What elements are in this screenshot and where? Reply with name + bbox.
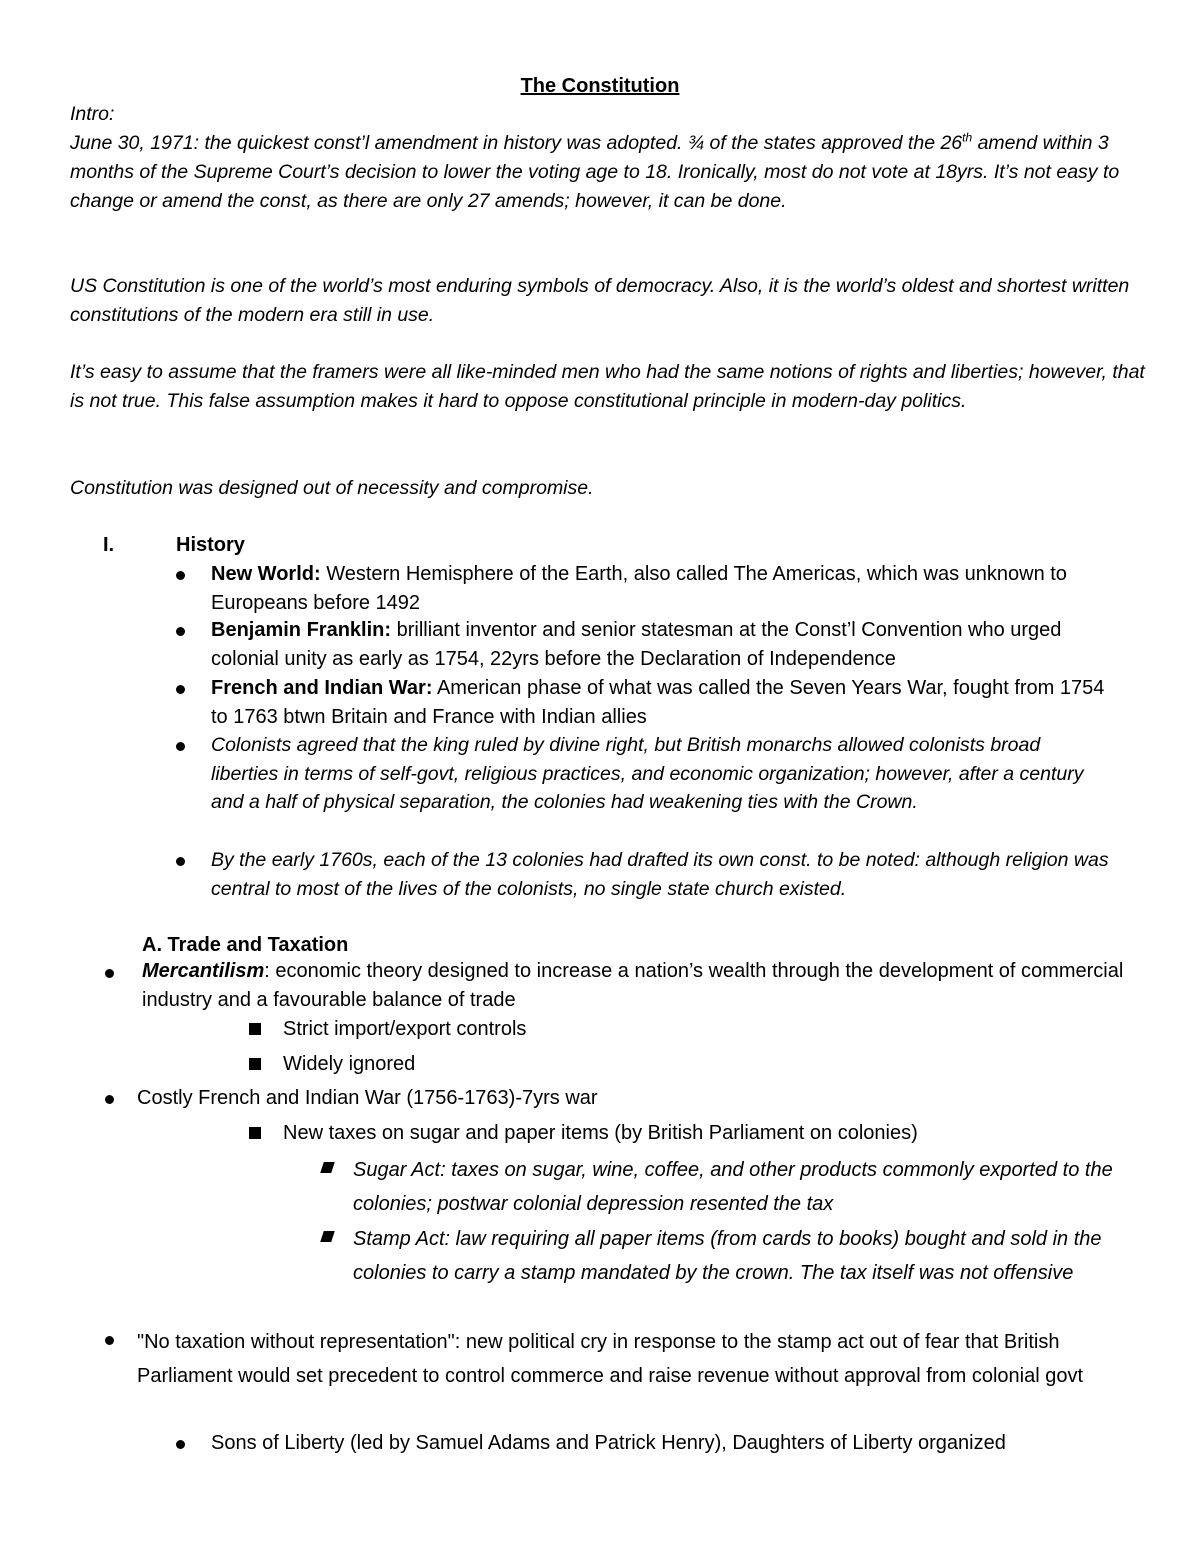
list-item-benjamin-franklin: Benjamin Franklin: brilliant inventor and senior statesman at the Const’l Convention who urged colonial unity as early as 1754, 22yrs before the Declaration of Independence <box>211 619 1062 670</box>
slanted-square-bullet-icon <box>320 1231 335 1242</box>
list-item-new-taxes: New taxes on sugar and paper items (by British Parliament on colonies) <box>283 1122 918 1144</box>
list-item-colonial-constitutions: By the early 1760s, each of the 13 colonies had drafted its own const. to be noted: although religion was central to most of the lives of the colonists, no single state church existed. <box>211 849 1109 900</box>
bullet-icon <box>176 1440 185 1449</box>
bullet-icon <box>176 627 185 636</box>
bullet-icon <box>176 571 185 580</box>
intro-paragraph-4: Constitution was designed out of necessity and compromise. <box>70 477 594 499</box>
bullet-icon <box>176 685 185 694</box>
subsection-heading-trade: A. Trade and Taxation <box>142 934 349 956</box>
intro-paragraph-1-a: June 30, 1971: the quickest const’l amendment in history was adopted. ¾ of the states approved the 26 <box>70 132 963 154</box>
list-item-costly-war: Costly French and Indian War (1756-1763)-7yrs war <box>137 1087 598 1109</box>
list-item-no-taxation: "No taxation without representation": new political cry in response to the stamp act out of fear that British Parliament would set precedent to control commerce and raise revenue without approval from colonial govt <box>137 1331 1084 1387</box>
slanted-square-bullet-icon <box>320 1162 335 1173</box>
intro-paragraph-3: It’s easy to assume that the framers were all like-minded men who had the same notions of rights and liberties; however, that is not true. This false assumption makes it hard to oppose constitutional principle in modern-day politics. <box>70 361 1145 412</box>
section-numeral: I. <box>103 534 115 556</box>
bullet-icon <box>105 1336 114 1345</box>
bullet-icon <box>105 1095 114 1104</box>
bullet-icon <box>176 742 185 751</box>
list-item-strict-controls: Strict import/export controls <box>283 1018 527 1040</box>
square-bullet-icon <box>249 1058 261 1070</box>
square-bullet-icon <box>249 1023 261 1035</box>
list-item-colonists: Colonists agreed that the king ruled by divine right, but British monarchs allowed colonists broad liberties in terms of self-govt, religious practices, and economic organization; however, after a century and a half of physical separation, the colonies had weakening ties with the Crown. <box>211 734 1084 813</box>
intro-label: Intro: <box>70 103 115 125</box>
list-item-mercantilism: Mercantilism: economic theory designed to increase a nation’s wealth through the development of commercial industry and a favourable balance of trade <box>142 960 1124 1011</box>
section-heading-history: History <box>176 534 245 556</box>
list-item-sons-of-liberty: Sons of Liberty (led by Samuel Adams and Patrick Henry), Daughters of Liberty organized <box>211 1432 1006 1454</box>
ordinal-suffix: th <box>962 130 973 145</box>
square-bullet-icon <box>249 1127 261 1139</box>
intro-paragraph-1-b: amend within 3 months of the Supreme Court’s decision to lower the voting age to 18. Ironically, most do not vote at 18yrs. It’s not easy to change or amend the const, as there are only 27 amends; however, it can be done. <box>70 132 1120 212</box>
intro-paragraph-1 <box>70 129 1150 215</box>
bullet-icon <box>105 969 114 978</box>
list-item-stamp-act: Stamp Act: law requiring all paper items (from cards to books) bought and sold in the colonies to carry a stamp mandated by the crown. The tax itself was not offensive <box>353 1228 1102 1284</box>
bullet-icon <box>176 857 185 866</box>
list-item-sugar-act: Sugar Act: taxes on sugar, wine, coffee, and other products commonly exported to the colonies; postwar colonial depression resented the tax <box>353 1159 1113 1215</box>
list-item-new-world: New World: Western Hemisphere of the Earth, also called The Americas, which was unknown to Europeans before 1492 <box>211 563 1067 614</box>
list-item-french-indian-war: French and Indian War: American phase of what was called the Seven Years War, fought from 1754 to 1763 btwn Britain and France with Indian allies <box>211 677 1105 728</box>
intro-paragraph-2: US Constitution is one of the world’s most enduring symbols of democracy. Also, it is the world’s oldest and shortest written constitutions of the modern era still in use. <box>70 275 1130 326</box>
list-item-widely-ignored: Widely ignored <box>283 1053 416 1075</box>
page-title: The Constitution <box>520 75 680 97</box>
